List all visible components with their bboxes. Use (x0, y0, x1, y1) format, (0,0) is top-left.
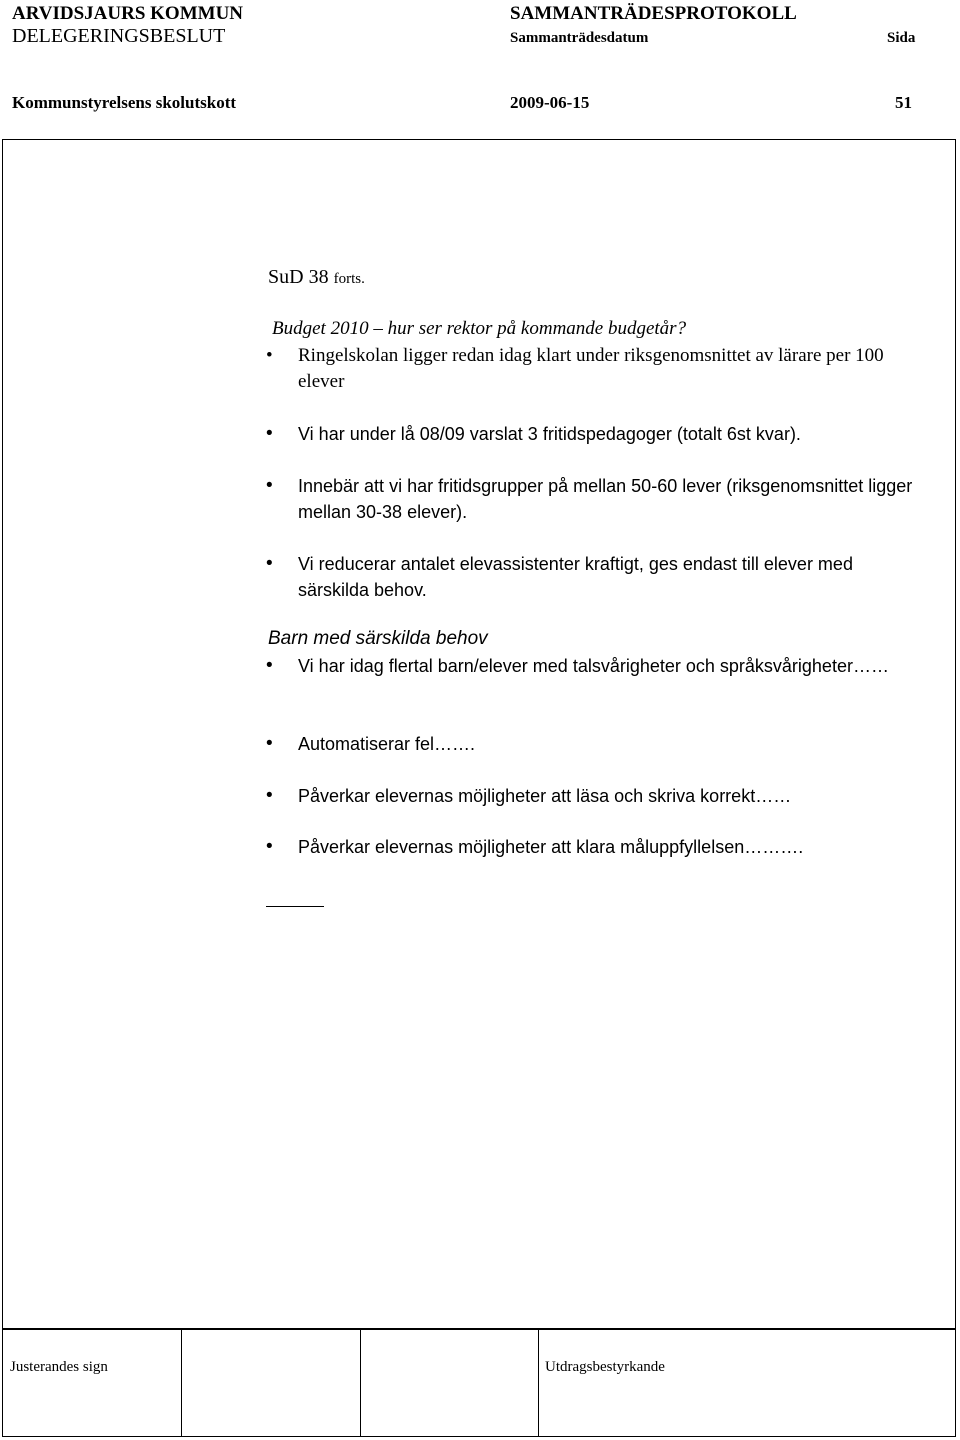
list-item (266, 473, 926, 525)
section-reference (268, 266, 365, 289)
signature-cell (181, 1330, 361, 1436)
special-needs-heading: Barn med särskilda behov (268, 628, 488, 649)
protocol-title: SAMMANTRÄDESPROTOKOLL (510, 3, 797, 24)
list-item-text: Automatiserar fel……. (298, 734, 476, 754)
meeting-date: 2009-06-15 (510, 93, 590, 112)
signature-cell (360, 1330, 539, 1436)
list-item-text: Innebär att vi har fritidsgrupper på mellan 50-60 lever (riksgenomsnittet ligger mellan 30-38 elever). (298, 476, 913, 522)
organization-name: ARVIDSJAURS KOMMUN (12, 3, 244, 24)
justerande-sign-label: Justerandes sign (10, 1359, 108, 1375)
list-item-text: Ringelskolan ligger redan idag klart under riksgenomsnittet av lärare per 100 elever (298, 345, 884, 392)
page-number: 51 (895, 93, 912, 112)
bullet-icon: • (266, 423, 273, 444)
section-end-rule (266, 906, 324, 907)
bullet-icon: • (266, 733, 273, 754)
section-reference-suffix: forts. (333, 271, 365, 287)
utdragsbestyrkande-label: Utdragsbestyrkande (545, 1359, 665, 1375)
section-reference-main: SuD 38 (268, 266, 329, 288)
budget-heading: Budget 2010 – hur ser rektor på kommande budgetår? (272, 318, 687, 339)
list-item-text: Vi reducerar antalet elevassistenter kraftigt, ges endast till elever med särskilda behov. (298, 554, 853, 600)
list-item-text: Vi har under lå 08/09 varslat 3 fritidspedagoger (totalt 6st kvar). (298, 424, 801, 444)
signature-cell (3, 1330, 182, 1436)
bullet-icon: • (266, 553, 273, 574)
bullet-icon: • (266, 785, 273, 806)
list-item (266, 783, 926, 809)
document-type: DELEGERINGSBESLUT (12, 25, 226, 47)
list-item (266, 421, 926, 447)
list-item (266, 653, 926, 679)
list-item (266, 834, 926, 860)
signature-row (2, 1329, 956, 1437)
bullet-icon: • (266, 836, 273, 857)
list-item-text: Vi har idag flertal barn/elever med talsvårigheter och språksvårigheter…… (298, 656, 889, 676)
bullet-icon: • (266, 655, 273, 676)
list-item-text: Påverkar elevernas möjligheter att läsa och skriva korrekt…… (298, 786, 792, 806)
list-item (266, 731, 926, 757)
bullet-icon: • (266, 345, 273, 366)
bullet-icon: • (266, 475, 273, 496)
list-item (266, 343, 926, 395)
list-item-text: Påverkar elevernas möjligheter att klara måluppfyllelsen………. (298, 837, 804, 857)
page-label: Sida (887, 30, 916, 46)
committee-name: Kommunstyrelsens skolutskott (12, 93, 237, 112)
meeting-date-label: Sammanträdesdatum (510, 30, 649, 46)
list-item (266, 551, 926, 603)
